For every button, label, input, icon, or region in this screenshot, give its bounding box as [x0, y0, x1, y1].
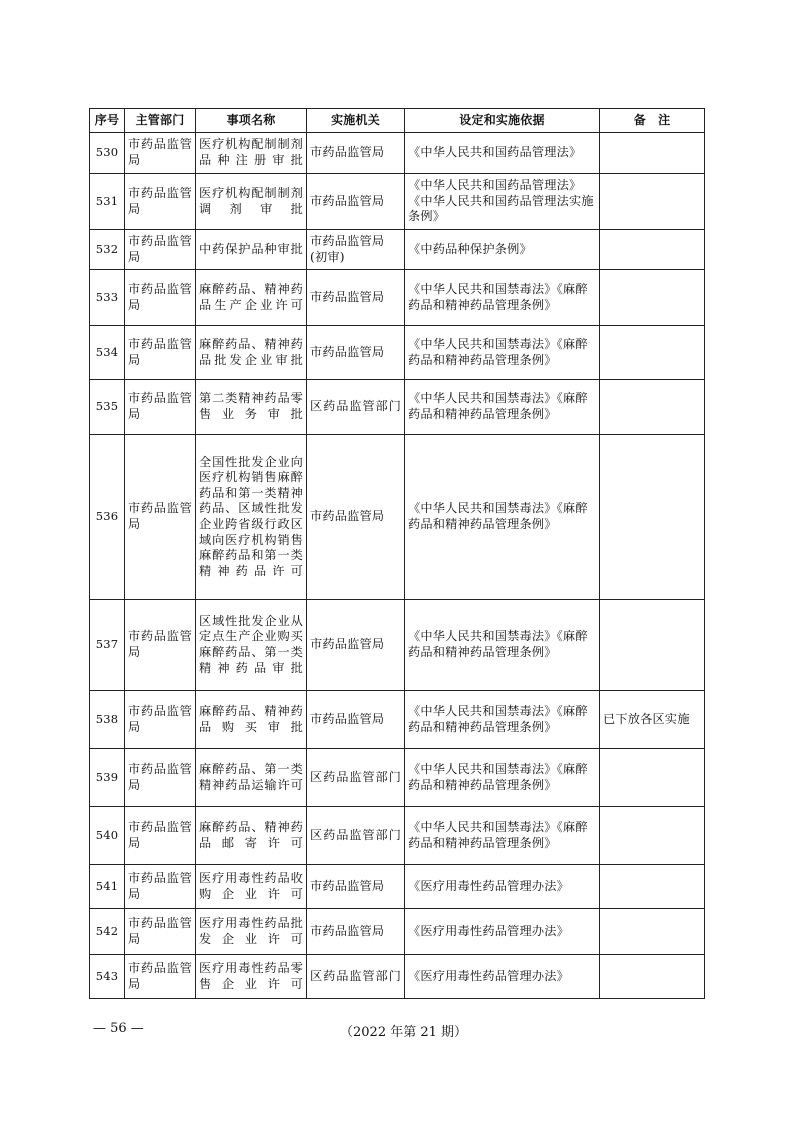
row-dept: 市药品监管局: [125, 435, 196, 600]
table-row: [90, 174, 705, 230]
table-header-row: [90, 109, 705, 133]
row-item: 麻醉药品、第一类精神药品运输许可: [196, 749, 307, 807]
row-note: [600, 230, 705, 270]
row-org: 区药品监管部门: [307, 955, 405, 999]
row-no: 535: [90, 380, 125, 435]
row-note: [600, 807, 705, 865]
row-basis: 《中华人民共和国禁毒法》《麻醉药品和精神药品管理条例》: [405, 691, 600, 749]
row-basis: 《中华人民共和国禁毒法》《麻醉药品和精神药品管理条例》: [405, 270, 600, 326]
row-basis: 《中华人民共和国禁毒法》《麻醉药品和精神药品管理条例》: [405, 380, 600, 435]
row-item: 麻醉药品、精神药品批发企业审批: [196, 326, 307, 380]
row-item: 医疗用毒性药品收购企业许可: [196, 865, 307, 909]
row-no: 539: [90, 749, 125, 807]
row-note: [600, 133, 705, 174]
row-note: [600, 380, 705, 435]
header-no: 序号: [90, 109, 125, 133]
row-no: 543: [90, 955, 125, 999]
row-basis: 《中华人民共和国禁毒法》《麻醉药品和精神药品管理条例》: [405, 807, 600, 865]
row-no: 538: [90, 691, 125, 749]
row-basis: 《医疗用毒性药品管理办法》: [405, 955, 600, 999]
row-org: 市药品监管局: [307, 600, 405, 691]
table-row: [90, 133, 705, 174]
row-dept: 市药品监管局: [125, 955, 196, 999]
row-basis: 《中华人民共和国禁毒法》《麻醉药品和精神药品管理条例》: [405, 600, 600, 691]
row-no: 536: [90, 435, 125, 600]
row-org: 市药品监管局: [307, 865, 405, 909]
row-dept: 市药品监管局: [125, 749, 196, 807]
table-row: [90, 807, 705, 865]
table-row: [90, 909, 705, 955]
row-org: 市药品监管局: [307, 909, 405, 955]
row-no: 541: [90, 865, 125, 909]
table-row: [90, 270, 705, 326]
row-org: 市药品监管局: [307, 691, 405, 749]
row-dept: 市药品监管局: [125, 691, 196, 749]
row-note: [600, 955, 705, 999]
row-dept: 市药品监管局: [125, 174, 196, 230]
table-row: [90, 326, 705, 380]
row-no: 530: [90, 133, 125, 174]
approval-items-table: [89, 108, 705, 999]
row-item: 医疗用毒性药品零售企业许可: [196, 955, 307, 999]
row-org: 市药品监管局: [307, 326, 405, 380]
row-item: 全国性批发企业向医疗机构销售麻醉药品和第一类精神药品、区域性批发企业跨省级行政区域向医疗机构销售麻醉药品和第一类精神药品许可: [196, 435, 307, 600]
row-dept: 市药品监管局: [125, 380, 196, 435]
row-no: 542: [90, 909, 125, 955]
row-item: 医疗用毒性药品批发企业许可: [196, 909, 307, 955]
row-dept: 市药品监管局: [125, 865, 196, 909]
row-item: 麻醉药品、精神药品生产企业许可: [196, 270, 307, 326]
row-dept: 市药品监管局: [125, 133, 196, 174]
row-org: 区药品监管部门: [307, 807, 405, 865]
row-org: 市药品监管局: [307, 133, 405, 174]
table-row: [90, 955, 705, 999]
row-item: 麻醉药品、精神药品邮寄许可: [196, 807, 307, 865]
row-note: [600, 174, 705, 230]
row-no: 533: [90, 270, 125, 326]
row-basis: 《中华人民共和国药品管理法》: [405, 133, 600, 174]
row-note: [600, 600, 705, 691]
row-item: 医疗机构配制制剂调剂审批: [196, 174, 307, 230]
row-basis: 《中华人民共和国禁毒法》《麻醉药品和精神药品管理条例》: [405, 435, 600, 600]
row-org: 市药品监管局(初审): [307, 230, 405, 270]
row-note: [600, 909, 705, 955]
table-row: [90, 380, 705, 435]
table-row: [90, 691, 705, 749]
row-org: 区药品监管部门: [307, 749, 405, 807]
row-basis: 《中华人民共和国药品管理法》《中华人民共和国药品管理法实施条例》: [405, 174, 600, 230]
table-row: [90, 230, 705, 270]
header-org: 实施机关: [307, 109, 405, 133]
row-org: 市药品监管局: [307, 270, 405, 326]
row-dept: 市药品监管局: [125, 230, 196, 270]
table-row: [90, 865, 705, 909]
row-basis: 《中药品种保护条例》: [405, 230, 600, 270]
header-item: 事项名称: [196, 109, 307, 133]
table-row: [90, 435, 705, 600]
row-basis: 《中华人民共和国禁毒法》《麻醉药品和精神药品管理条例》: [405, 326, 600, 380]
row-no: 531: [90, 174, 125, 230]
row-note: [600, 865, 705, 909]
row-no: 540: [90, 807, 125, 865]
row-note: [600, 749, 705, 807]
row-dept: 市药品监管局: [125, 909, 196, 955]
row-item: 区域性批发企业从定点生产企业购买麻醉药品、第一类精神药品审批: [196, 600, 307, 691]
row-dept: 市药品监管局: [125, 807, 196, 865]
row-org: 市药品监管局: [307, 435, 405, 600]
header-dept: 主管部门: [125, 109, 196, 133]
row-item: 第二类精神药品零售业务审批: [196, 380, 307, 435]
row-item: 中药保护品种审批: [196, 230, 307, 270]
row-basis: 《医疗用毒性药品管理办法》: [405, 865, 600, 909]
row-no: 534: [90, 326, 125, 380]
row-dept: 市药品监管局: [125, 270, 196, 326]
row-note: [600, 270, 705, 326]
row-no: 537: [90, 600, 125, 691]
page-number: — 56 —: [93, 1021, 144, 1036]
row-org: 区药品监管部门: [307, 380, 405, 435]
table-row: [90, 749, 705, 807]
table-row: [90, 600, 705, 691]
row-basis: 《中华人民共和国禁毒法》《麻醉药品和精神药品管理条例》: [405, 749, 600, 807]
row-basis: 《医疗用毒性药品管理办法》: [405, 909, 600, 955]
row-note: 已下放各区实施: [600, 691, 705, 749]
row-note: [600, 435, 705, 600]
row-dept: 市药品监管局: [125, 600, 196, 691]
row-item: 麻醉药品、精神药品购买审批: [196, 691, 307, 749]
issue-label: （2022 年第 21 期）: [340, 1025, 468, 1040]
header-note: 备 注: [600, 109, 705, 133]
row-no: 532: [90, 230, 125, 270]
row-org: 市药品监管局: [307, 174, 405, 230]
row-dept: 市药品监管局: [125, 326, 196, 380]
row-item: 医疗机构配制制剂品种注册审批: [196, 133, 307, 174]
row-note: [600, 326, 705, 380]
header-basis: 设定和实施依据: [405, 109, 600, 133]
